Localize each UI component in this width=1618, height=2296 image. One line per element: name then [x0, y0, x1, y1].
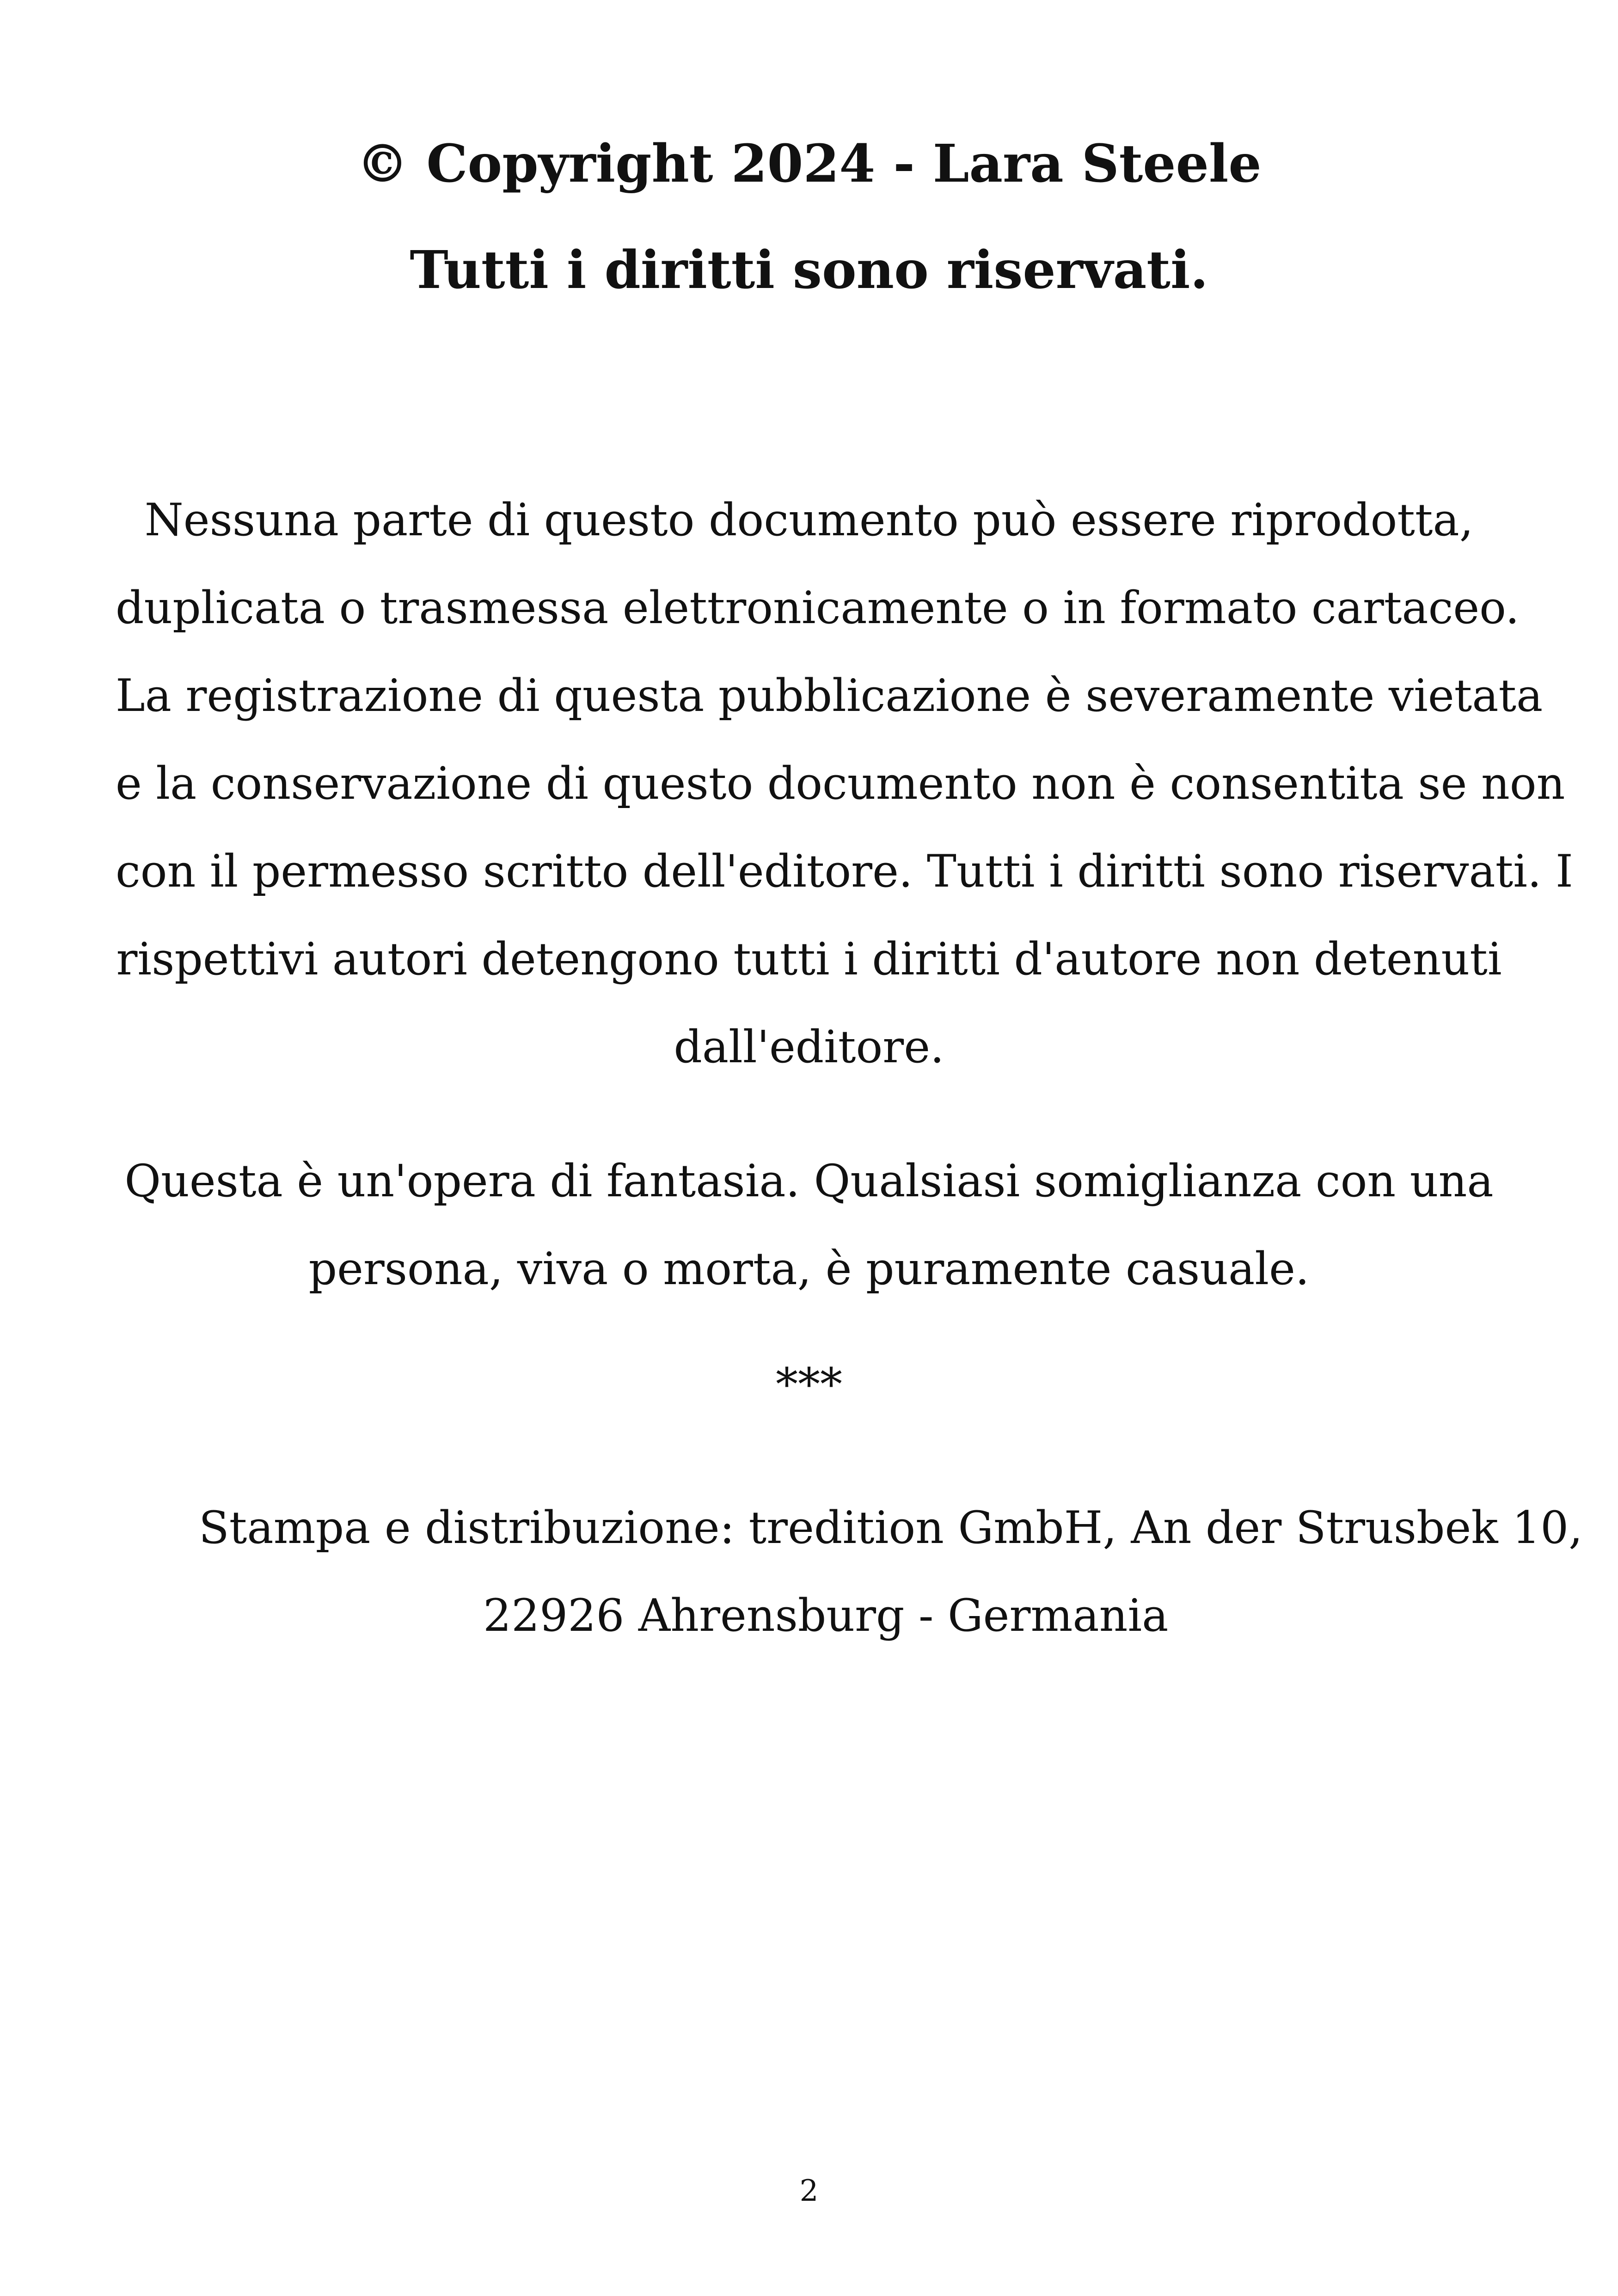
- fiction-notice-line: Questa è un'opera di fantasia. Qualsiasi somiglianza con una: [124, 1155, 1494, 1207]
- imprint-line: Stampa e distribuzione: tredition GmbH, An der Strusbek 10,: [199, 1502, 1583, 1554]
- section-separator: ***: [776, 1359, 842, 1410]
- body-text: [116, 476, 1573, 1428]
- paragraph-spacer: [116, 1313, 1502, 1341]
- page-number: 2: [799, 2174, 819, 2208]
- legal-notice-line: Nessuna parte di questo documento può essere riprodotta,: [144, 494, 1474, 546]
- legal-notice-line: e la conservazione di questo documento non è consentita se non: [116, 758, 1565, 809]
- legal-notice-line: rispettivi autori detengono tutti i diritti d'autore non detenuti: [116, 933, 1502, 985]
- title-block: [0, 111, 1618, 324]
- rights-reserved-heading: Tutti i diritti sono riservati.: [410, 240, 1208, 300]
- legal-notice-line: con il permesso scritto dell'editore. Tutti i diritti sono riservati. I: [116, 845, 1573, 897]
- legal-notice-line: dall'editore.: [674, 1021, 944, 1073]
- imprint-line: 22926 Ahrensburg - Germania: [483, 1590, 1169, 1641]
- fiction-notice-paragraph: [116, 1137, 1502, 1313]
- fiction-notice-line: persona, viva o morta, è puramente casuale.: [308, 1243, 1310, 1295]
- legal-notice-line: duplicata o trasmessa elettronicamente o in formato cartaceo.: [116, 582, 1520, 634]
- legal-notice-line: La registrazione di questa pubblicazione è severamente vietata: [116, 670, 1543, 722]
- paragraph-spacer: [116, 1091, 1502, 1137]
- copyright-heading: © Copyright 2024 - Lara Steele: [356, 134, 1262, 194]
- legal-notice-paragraph: [116, 476, 1573, 1091]
